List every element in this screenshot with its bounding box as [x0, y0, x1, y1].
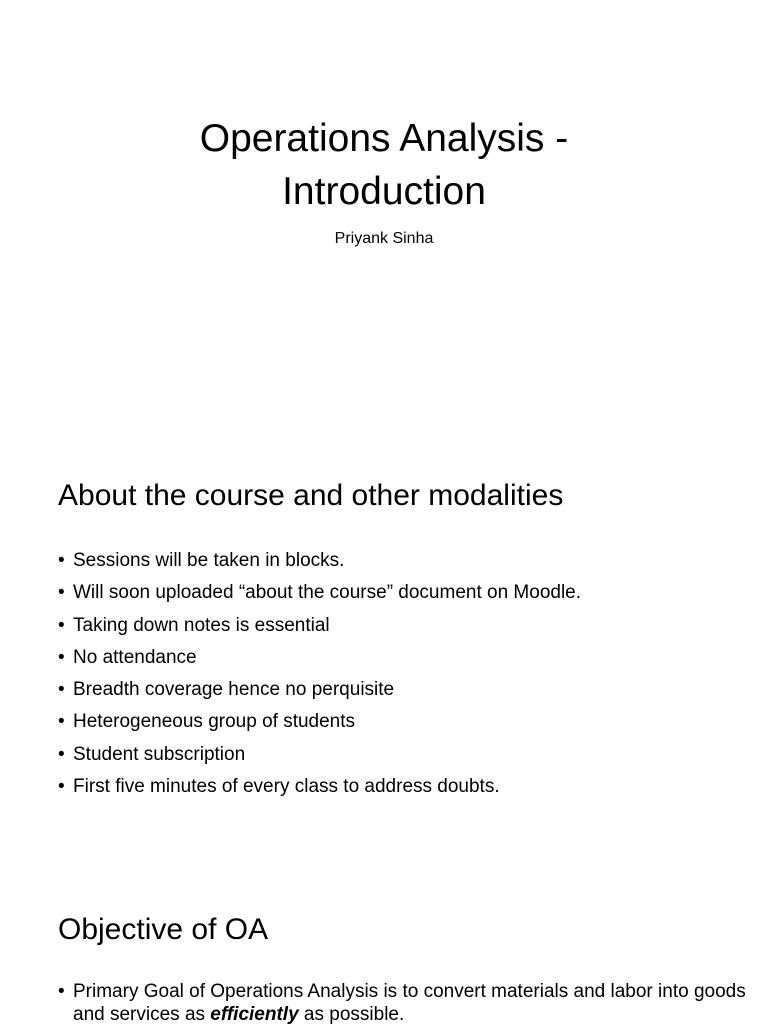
slide-heading: About the course and other modalities	[58, 479, 564, 512]
list-item	[58, 674, 738, 706]
list-item	[58, 577, 738, 609]
bullet-icon: •	[58, 679, 65, 701]
course-modalities-slide	[0, 434, 768, 866]
title-slide	[0, 0, 768, 434]
bullet-text-end: as possible.	[298, 1004, 405, 1025]
bullet-icon: •	[58, 981, 65, 1002]
list-item	[58, 642, 738, 674]
list-item	[58, 610, 738, 642]
slide-title	[0, 112, 768, 218]
bullet-icon: •	[58, 614, 65, 636]
title-line-1: Operations Analysis -	[199, 117, 569, 160]
bullet-text: Taking down notes is essential	[73, 614, 330, 636]
bullet-text: First five minutes of every class to address doubts.	[73, 776, 500, 798]
list-item	[58, 545, 738, 577]
objective-slide	[0, 866, 768, 1024]
list-item	[58, 706, 738, 738]
bullet-text: No attendance	[73, 646, 197, 668]
bullet-text: Heterogeneous group of students	[73, 711, 356, 733]
bullet-text	[73, 981, 746, 1025]
bullet-list	[58, 545, 738, 803]
list-item	[58, 739, 738, 771]
slide-heading: Objective of OA	[58, 913, 269, 946]
bullet-icon: •	[58, 646, 65, 668]
bullet-list	[58, 980, 748, 1026]
bullet-text: Breadth coverage hence no perquisite	[73, 679, 395, 701]
bullet-icon: •	[58, 550, 65, 571]
list-item	[58, 980, 748, 1026]
author-name: Priyank Sinha	[334, 230, 434, 247]
bullet-text-start: Primary Goal of Operations Analysis is to convert materials and labor into goods and services as	[73, 981, 746, 1025]
bullet-text: Sessions will be taken in blocks.	[73, 550, 345, 571]
bullet-text: Will soon uploaded “about the course” document on Moodle.	[73, 582, 582, 604]
bullet-icon: •	[58, 711, 65, 733]
bullet-text: Student subscription	[73, 743, 246, 765]
bullet-icon: •	[58, 743, 65, 765]
emphasized-word: efficiently	[210, 1004, 299, 1025]
bullet-icon: •	[58, 776, 65, 798]
list-item	[58, 771, 738, 803]
title-line-2: Introduction	[282, 170, 486, 213]
bullet-icon: •	[58, 582, 65, 604]
